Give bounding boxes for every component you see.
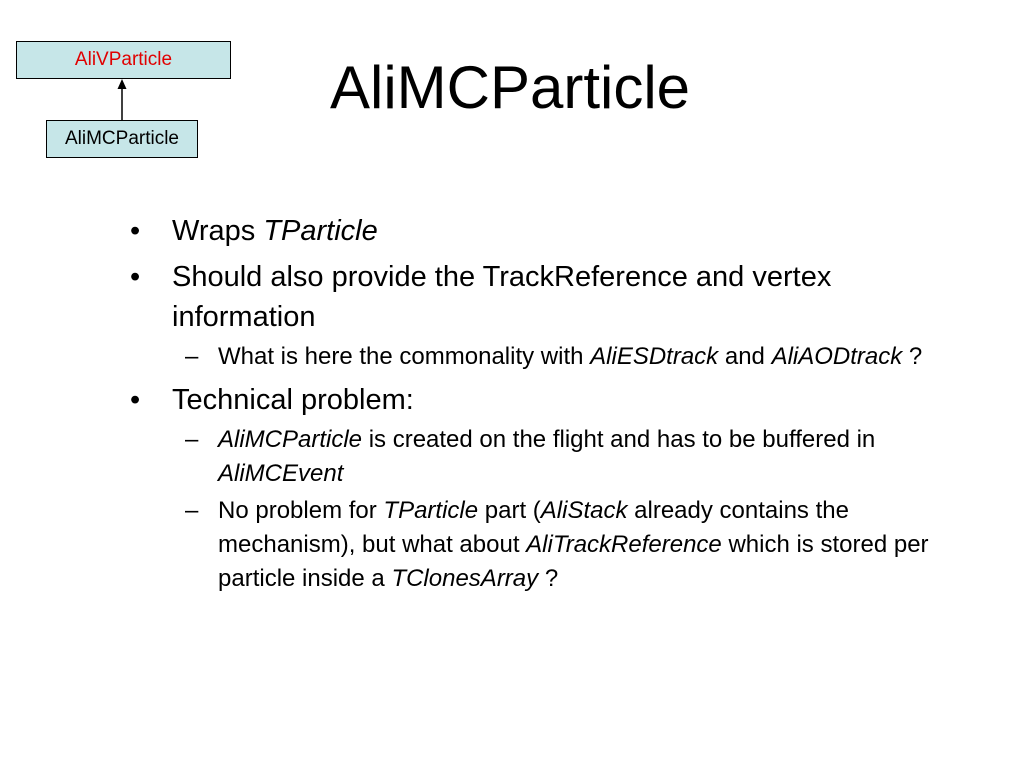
sub-bullet-item — [185, 340, 950, 374]
bullet-mark: • — [130, 215, 141, 247]
sub-bullet-item — [185, 423, 950, 491]
bullet-mark: • — [130, 384, 141, 416]
bullet-text: Should also provide the TrackReference and vertex information — [172, 261, 832, 333]
sub-bullet-italic: AliMCParticle — [218, 426, 363, 453]
sub-bullet-italic: AliTrackReference — [526, 531, 722, 558]
slide-title: AliMCParticle — [329, 54, 691, 121]
sub-bullet-italic: AliAODtrack — [771, 343, 903, 370]
parent-class-box — [16, 41, 231, 79]
bullet-text: Wraps — [172, 215, 264, 247]
bullet-mark: • — [130, 261, 141, 293]
sub-bullet-text: What is here the commonality with — [218, 343, 591, 370]
sub-bullet-italic: AliStack — [540, 497, 628, 524]
sub-bullet-italic: TParticle — [383, 497, 479, 524]
sub-bullet-text: is created on the flight and has to be buffered in — [362, 426, 876, 453]
bullet-item — [130, 380, 950, 420]
sub-bullet-text: ? — [902, 343, 923, 370]
child-class-box — [46, 120, 198, 158]
slide-content — [130, 205, 950, 596]
sub-bullet-text: and — [718, 343, 772, 370]
bullet-item — [130, 211, 950, 251]
sub-bullet-text: ? — [538, 565, 559, 592]
parent-class-label: AliVParticle — [74, 49, 173, 70]
dash-mark: – — [185, 343, 199, 370]
sub-bullet-text: already contains the mechanism), but what about — [218, 497, 849, 558]
sub-bullet-italic: AliESDtrack — [590, 343, 719, 370]
bullet-text: Technical problem: — [172, 384, 414, 416]
sub-bullet-text: part ( — [478, 497, 541, 524]
class-hierarchy-diagram — [0, 0, 240, 170]
bullet-italic: TParticle — [263, 215, 378, 247]
sub-bullet-text: No problem for — [218, 497, 384, 524]
child-class-label: AliMCParticle — [64, 128, 180, 149]
dash-mark: – — [185, 497, 199, 524]
sub-bullet-text: which is stored per particle inside a — [218, 531, 929, 592]
sub-bullet-italic: AliMCEvent — [218, 460, 344, 487]
sub-bullet-item — [185, 494, 950, 596]
bullet-item — [130, 257, 950, 337]
dash-mark: – — [185, 426, 199, 453]
sub-bullet-italic: TClonesArray — [391, 565, 539, 592]
